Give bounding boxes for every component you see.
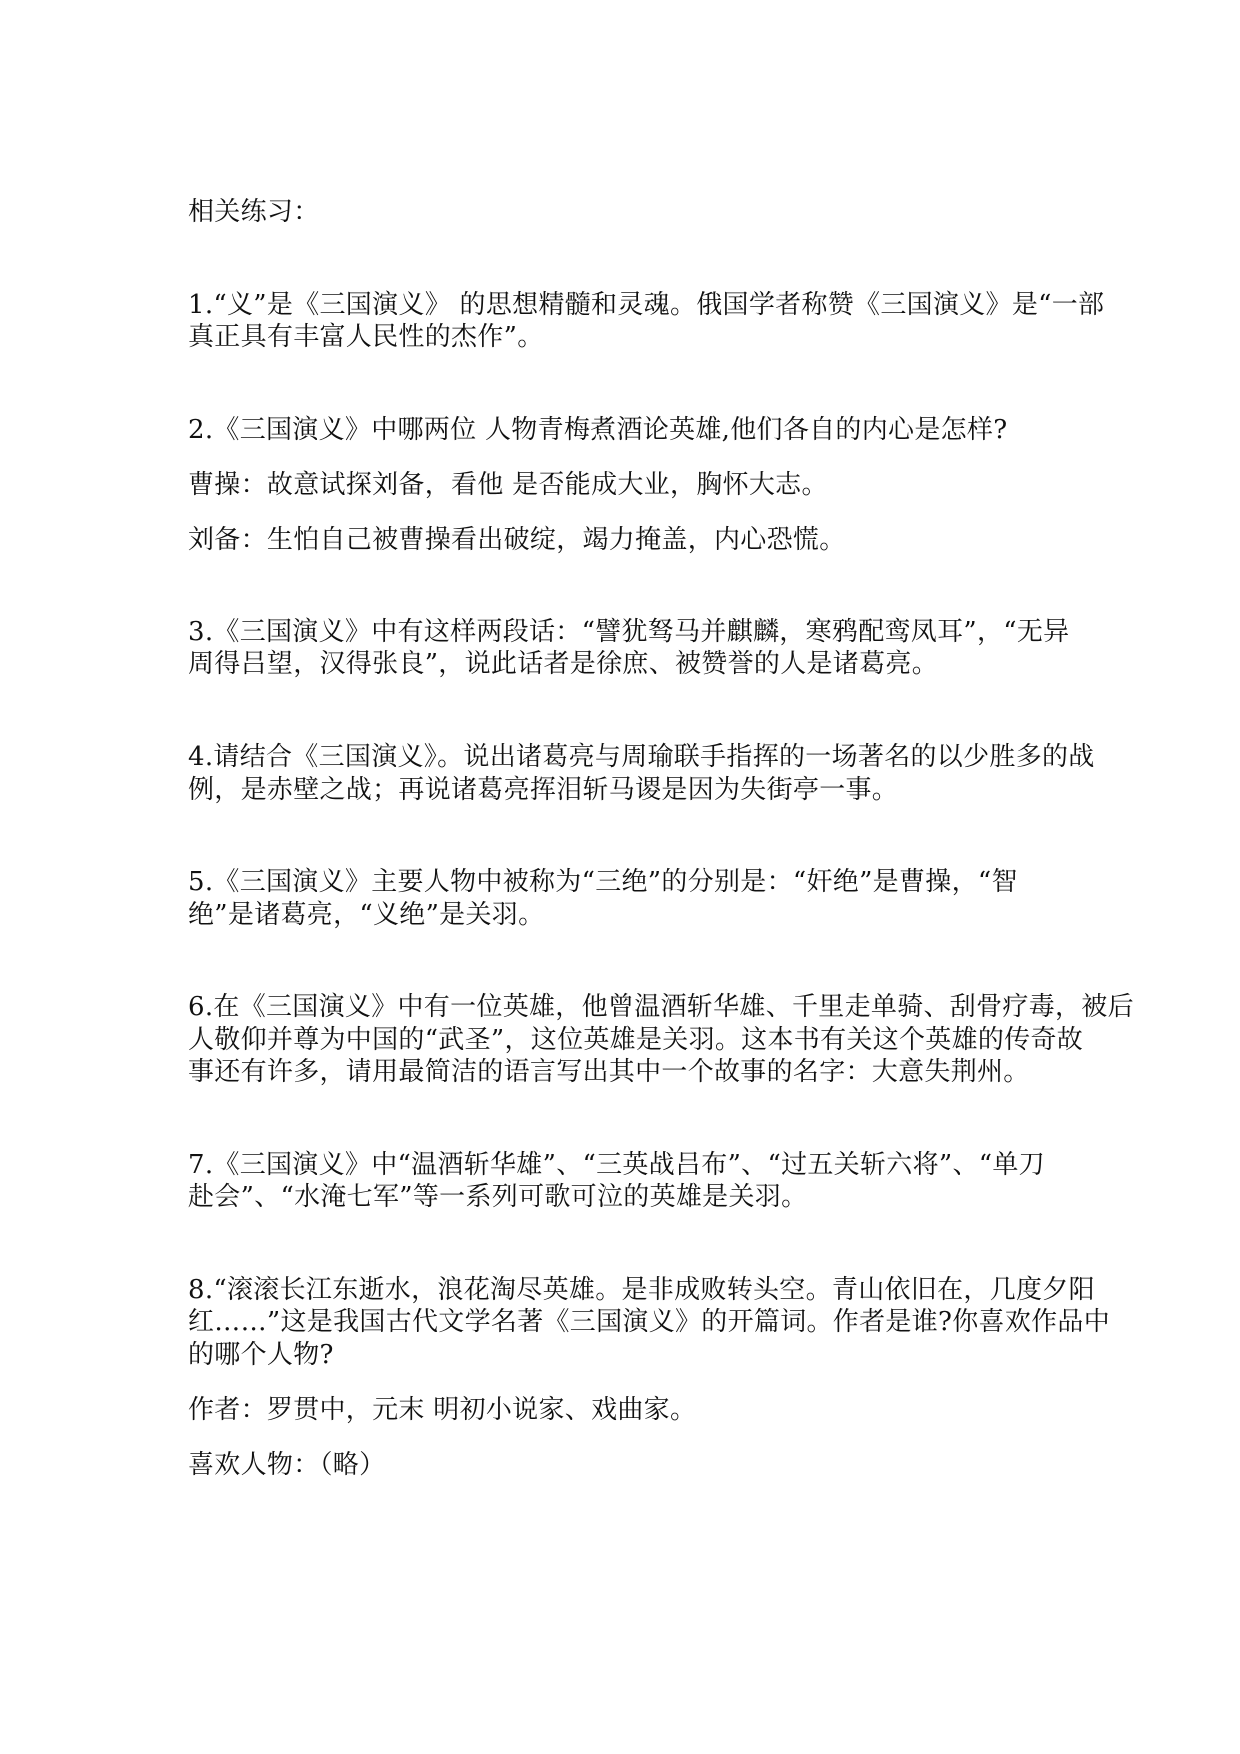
question-2-answer-1: 曹操：故意试探刘备，看他 是否能成大业，胸怀大志。 (188, 470, 828, 500)
question-8-line-3: 的哪个人物? (188, 1340, 334, 1370)
question-1-line-1: 1.“义”是《三国演义》 的思想精髓和灵魂。俄国学者称赞《三国演义》是“一部 (188, 290, 1105, 320)
question-6-line-1: 6.在《三国演义》中有一位英雄，他曾温酒斩华雄、千里走单骑、刮骨疗毒，被后 (188, 992, 1134, 1022)
question-3-line-2: 周得吕望，汉得张良”，说此话者是徐庶、被赞誉的人是诸葛亮。 (188, 649, 938, 679)
question-2-answer-2: 刘备：生怕自己被曹操看出破绽，竭力掩盖，内心恐慌。 (188, 525, 846, 555)
question-3-line-1: 3.《三国演义》中有这样两段话：“譬犹驽马并麒麟，寒鸦配鸾凤耳”，“无异 (188, 617, 1070, 647)
question-5-line-1: 5.《三国演义》主要人物中被称为“三绝”的分别是：“奸绝”是曹操，“智 (188, 867, 1018, 897)
question-8-answer-2: 喜欢人物：（略） (188, 1450, 386, 1480)
question-8-line-1: 8.“滚滚长江东逝水，浪花淘尽英雄。是非成败转头空。青山依旧在，几度夕阳 (188, 1275, 1095, 1305)
question-7-line-2: 赴会”、“水淹七军”等一系列可歌可泣的英雄是关羽。 (188, 1182, 808, 1212)
question-6-line-3: 事还有许多，请用最简洁的语言写出其中一个故事的名字：大意失荆州。 (188, 1057, 1030, 1087)
question-8-answer-1: 作者：罗贯中，元末 明初小说家、戏曲家。 (188, 1395, 697, 1425)
question-2-line-1: 2.《三国演义》中哪两位 人物青梅煮酒论英雄,他们各自的内心是怎样? (188, 415, 1008, 445)
question-5-line-2: 绝”是诸葛亮，“义绝”是关羽。 (188, 900, 545, 930)
question-1-line-2: 真正具有丰富人民性的杰作”。 (188, 322, 544, 352)
section-heading: 相关练习： (188, 197, 320, 227)
question-4-line-1: 4.请结合《三国演义》。说出诸葛亮与周瑜联手指挥的一场著名的以少胜多的战 (188, 742, 1095, 772)
question-7-line-1: 7.《三国演义》中“温酒斩华雄”、“三英战吕布”、“过五关斩六将”、“单刀 (188, 1150, 1045, 1180)
question-8-line-2: 红……”这是我国古代文学名著《三国演义》的开篇词。作者是谁?你喜欢作品中 (188, 1307, 1111, 1337)
question-4-line-2: 例，是赤壁之战；再说诸葛亮挥泪斩马谡是因为失街亭一事。 (188, 775, 899, 805)
question-6-line-2: 人敬仰并尊为中国的“武圣”，这位英雄是关羽。这本书有关这个英雄的传奇故 (188, 1025, 1084, 1055)
